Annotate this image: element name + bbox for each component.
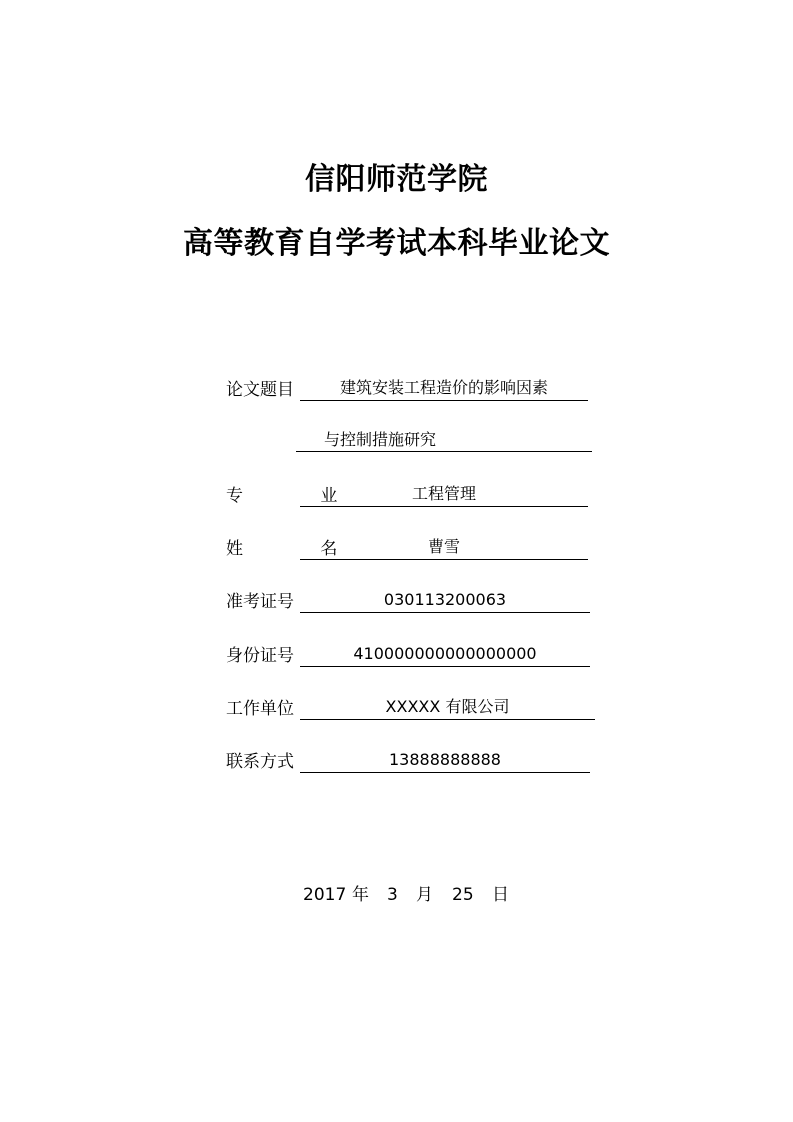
thesis-type-title: 高等教育自学考试本科毕业论文 [183,226,610,261]
date-year: 2017 [303,885,347,905]
exam-id-label: 准考证号 [226,592,294,612]
thesis-title-line1: 建筑安装工程造价的影响因素 [300,376,588,401]
date-day: 25 [452,885,474,905]
date-year-unit: 年 [352,885,369,905]
work-unit-value: XXXXX 有限公司 [300,695,595,720]
major-value: 工程管理 [300,482,588,507]
thesis-title-label: 论文题目 [226,380,294,400]
date-month-unit: 月 [416,885,433,905]
contact-label: 联系方式 [226,752,294,772]
university-title: 信阳师范学院 [305,162,488,197]
name-value: 曹雪 [300,535,588,560]
thesis-title-line2: 与控制措施研究 [296,428,592,452]
date-month: 3 [387,885,398,905]
date-line [0,881,793,909]
contact-value: 13888888888 [300,748,590,773]
exam-id-value: 030113200063 [300,588,590,613]
work-unit-label: 工作单位 [226,699,294,719]
major-label: 专 业 [226,486,374,506]
name-label: 姓 名 [226,539,374,559]
id-card-value: 410000000000000000 [300,642,590,667]
date-day-unit: 日 [492,885,509,905]
id-card-label: 身份证号 [226,646,294,666]
